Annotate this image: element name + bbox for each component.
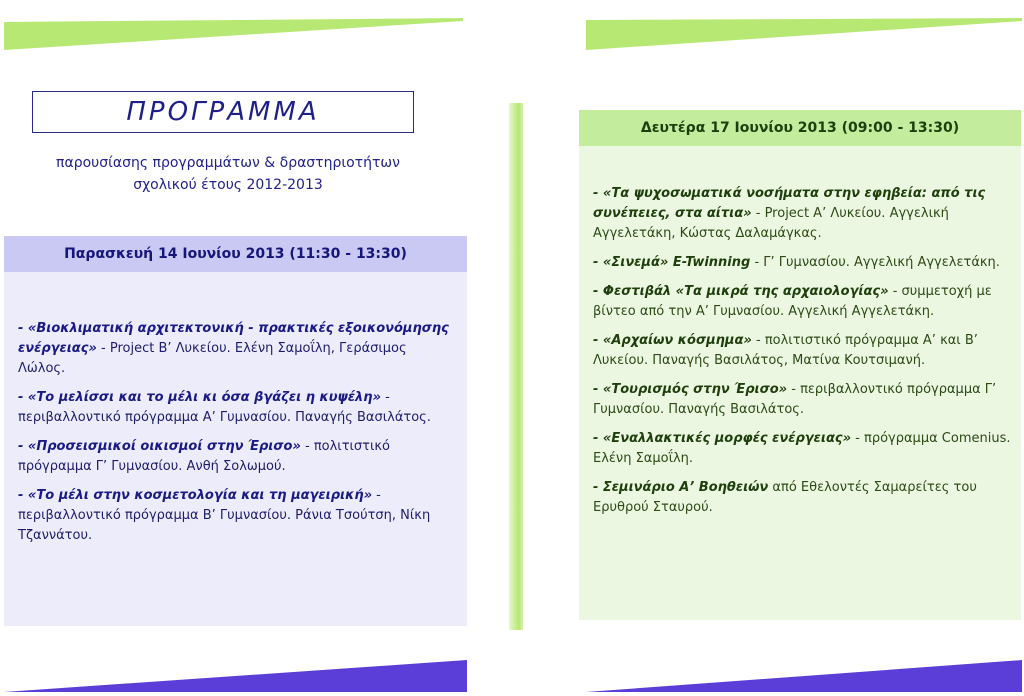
schedule-item (593, 331, 1011, 371)
schedule-item-title: - «Προσεισμικοί οικισμοί στην Έρισο» (18, 439, 301, 454)
bottom-right-purple-wedge (586, 660, 1022, 692)
schedule-item (593, 380, 1011, 420)
subtitle-line-1: παρουσίασης προγραμμάτων & δραστηριοτήτων (56, 155, 400, 171)
schedule-item-desc: από Εθελοντές Σαμαρείτες του Ερυθρού Σταυρού. (593, 480, 977, 515)
monday-schedule-panel (579, 110, 1021, 620)
schedule-item-title: - «Το μέλι στην κοσμετολογία και τη μαγειρική» (18, 488, 373, 503)
schedule-item-title: - «Σινεμά» E-Twinning (593, 255, 751, 270)
schedule-item-desc: - πρόγραμμα Comenius. Ελένη Σαμοΐλη. (593, 431, 1011, 466)
schedule-item-title: - Σεμινάριο Α’ Βοηθειών (593, 480, 769, 495)
schedule-item-desc: - Γ’ Γυμνασίου. Αγγελική Αγγελετάκη. (750, 255, 1000, 270)
top-left-green-wedge (4, 18, 463, 50)
schedule-item-title: - «Εναλλακτικές μορφές ενέργειας» (593, 431, 852, 446)
schedule-item-desc: - περιβαλλοντικό πρόγραμμα Α’ Γυμνασίου. Παναγής Βασιλάτος. (18, 390, 431, 425)
schedule-item-title: - «Βιοκλιματική αρχιτεκτονική - πρακτικές εξοικονόμησης ενέργειας» (18, 321, 449, 356)
schedule-item (18, 486, 457, 546)
schedule-item-title: - Φεστιβάλ «Τα μικρά της αρχαιολογίας» (593, 284, 889, 299)
schedule-item-desc: - Project Β’ Λυκείου. Ελένη Σαμοΐλη, Γεράσιμος Λώλος. (18, 341, 407, 376)
subtitle-line-2: σχολικού έτους 2012-2013 (133, 177, 323, 193)
schedule-item (18, 319, 457, 379)
friday-schedule-panel (4, 236, 467, 626)
schedule-item (593, 478, 1011, 518)
schedule-item-title: - «Αρχαίων κόσμημα» (593, 333, 752, 348)
page-divider (509, 103, 523, 630)
bottom-left-purple-wedge (4, 660, 467, 692)
friday-schedule-list (18, 319, 457, 555)
schedule-item-desc: - συμμετοχή με βίντεο από την Α’ Γυμνασίου. Αγγελική Αγγελετάκη. (593, 284, 992, 319)
schedule-item-desc: - Project Α’ Λυκείου. Αγγελική Αγγελετάκη, Κώστας Δαλαμάγκας. (593, 206, 949, 241)
schedule-item-desc: - περιβαλλοντικό πρόγραμμα Γ’ Γυμνασίου. Παναγής Βασιλάτος. (593, 382, 997, 417)
schedule-item (18, 437, 457, 477)
schedule-item-title: - «Το μελίσσι και το μέλι κι όσα βγάζει η κυψέλη» (18, 390, 381, 405)
schedule-item (593, 184, 1011, 244)
schedule-item-desc: - πολιτιστικό πρόγραμμα Γ’ Γυμνασίου. Ανθή Σολωμού. (18, 439, 391, 474)
schedule-item (593, 429, 1011, 469)
monday-schedule-header: Δευτέρα 17 Ιουνίου 2013 (09:00 - 13:30) (579, 110, 1021, 146)
schedule-item-desc: - πολιτιστικό πρόγραμμα Α’ και Β’ Λυκείου. Παναγής Βασιλάτος, Ματίνα Κουτσιμανή. (593, 333, 978, 368)
schedule-item (593, 282, 1011, 322)
friday-schedule-header: Παρασκευή 14 Ιουνίου 2013 (11:30 - 13:30) (4, 236, 467, 272)
top-right-green-wedge (586, 18, 1022, 50)
schedule-item (18, 388, 457, 428)
schedule-item (593, 253, 1011, 273)
schedule-item-desc: - περιβαλλοντικό πρόγραμμα Β’ Γυμνασίου. Ράνια Τσούτση, Νίκη Τζαννάτου. (18, 488, 431, 543)
schedule-item-title: - «Τα ψυχοσωματικά νοσήματα στην εφηβεία: από τις συνέπειες, στα αίτια» (593, 186, 986, 221)
page-title: ΠΡΟΓΡΑΜΜΑ (32, 91, 414, 133)
monday-schedule-list (593, 184, 1011, 527)
page-subtitle (0, 152, 456, 196)
schedule-item-title: - «Τουρισμός στην Έρισο» (593, 382, 788, 397)
